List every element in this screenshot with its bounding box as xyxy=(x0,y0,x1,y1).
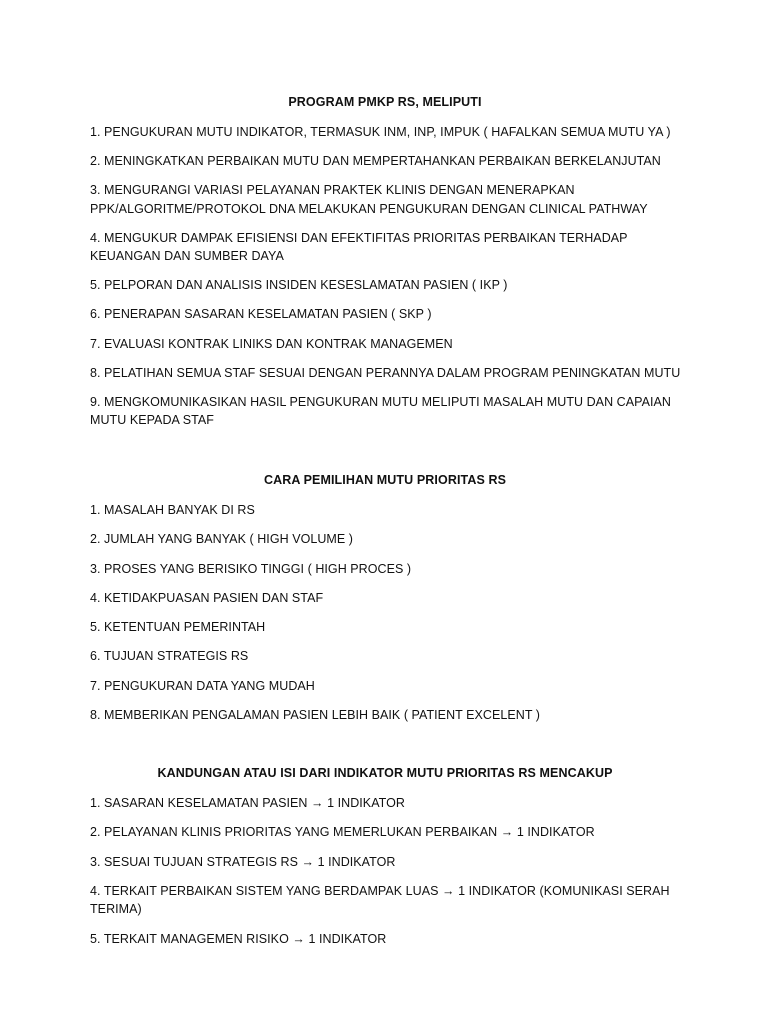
section-heading: CARA PEMILIHAN MUTU PRIORITAS RS xyxy=(263,473,507,487)
list-item: 7. EVALUASI KONTRAK LINIKS DAN KONTRAK MANAGEMEN xyxy=(90,336,453,351)
list-item: 5. KETENTUAN PEMERINTAH xyxy=(90,620,266,635)
section-heading: KANDUNGAN ATAU ISI DARI INDIKATOR MUTU PRIORITAS RS MENCAKUP xyxy=(157,766,613,780)
list-item: 6. TUJUAN STRATEGIS RS xyxy=(90,649,249,664)
item-list xyxy=(90,123,690,430)
section-program-pmkp xyxy=(90,94,690,440)
item-list xyxy=(90,794,690,948)
list-item: 2. JUMLAH YANG BANYAK ( HIGH VOLUME ) xyxy=(90,532,354,547)
list-item: 5. PELPORAN DAN ANALISIS INSIDEN KESESLAMATAN PASIEN ( IKP ) xyxy=(90,278,508,293)
list-item: 9. MENGKOMUNIKASIKAN HASIL PENGUKURAN MUTU MELIPUTI MASALAH MUTU DAN CAPAIAN MUTU KEPADA STAF xyxy=(90,394,671,428)
item-list xyxy=(90,501,690,725)
list-item: 4. TERKAIT PERBAIKAN SISTEM YANG BERDAMPAK LUAS → 1 INDIKATOR (KOMUNIKASI SERAH TERIMA) xyxy=(90,883,670,917)
list-item: 3. MENGURANGI VARIASI PELAYANAN PRAKTEK KLINIS DENGAN MENERAPKAN PPK/ALGORITME/PROTOKOL DNA MELAKUKAN PENGUKURAN DENGAN CLINICAL PATHWAY xyxy=(90,183,648,216)
list-item: 3. PROSES YANG BERISIKO TINGGI ( HIGH PROCES ) xyxy=(90,561,412,576)
section-kandungan-indikator xyxy=(90,765,690,959)
list-item: 4. MENGUKUR DAMPAK EFISIENSI DAN EFEKTIFITAS PRIORITAS PERBAIKAN TERHADAP KEUANGAN DAN SUMBER DAYA xyxy=(90,230,628,264)
list-item: 4. KETIDAKPUASAN PASIEN DAN STAF xyxy=(90,590,324,605)
list-item: 7. PENGUKURAN DATA YANG MUDAH xyxy=(90,678,315,693)
list-item: 1. PENGUKURAN MUTU INDIKATOR, TERMASUK INM, INP, IMPUK ( HAFALKAN SEMUA MUTU YA ) xyxy=(90,125,671,139)
list-item: 1. MASALAH BANYAK DI RS xyxy=(90,503,255,517)
list-item: 2. PELAYANAN KLINIS PRIORITAS YANG MEMERLUKAN PERBAIKAN → 1 INDIKATOR xyxy=(90,825,595,840)
list-item: 5. TERKAIT MANAGEMEN RISIKO → 1 INDIKATOR xyxy=(90,931,387,946)
list-item: 1. SASARAN KESELAMATAN PASIEN → 1 INDIKATOR xyxy=(90,796,405,810)
list-item: 2. MENINGKATKAN PERBAIKAN MUTU DAN MEMPERTAHANKAN PERBAIKAN BERKELANJUTAN xyxy=(90,154,661,169)
section-heading: PROGRAM PMKP RS, MELIPUTI xyxy=(288,95,482,109)
section-cara-pemilihan xyxy=(90,472,690,735)
list-item: 8. PELATIHAN SEMUA STAF SESUAI DENGAN PERANNYA DALAM PROGRAM PENINGKATAN MUTU xyxy=(90,365,681,380)
list-item: 3. SESUAI TUJUAN STRATEGIS RS → 1 INDIKATOR xyxy=(90,854,396,869)
list-item: 6. PENERAPAN SASARAN KESELAMATAN PASIEN ( SKP ) xyxy=(90,307,432,322)
list-item: 8. MEMBERIKAN PENGALAMAN PASIEN LEBIH BAIK ( PATIENT EXCELENT ) xyxy=(90,708,541,723)
